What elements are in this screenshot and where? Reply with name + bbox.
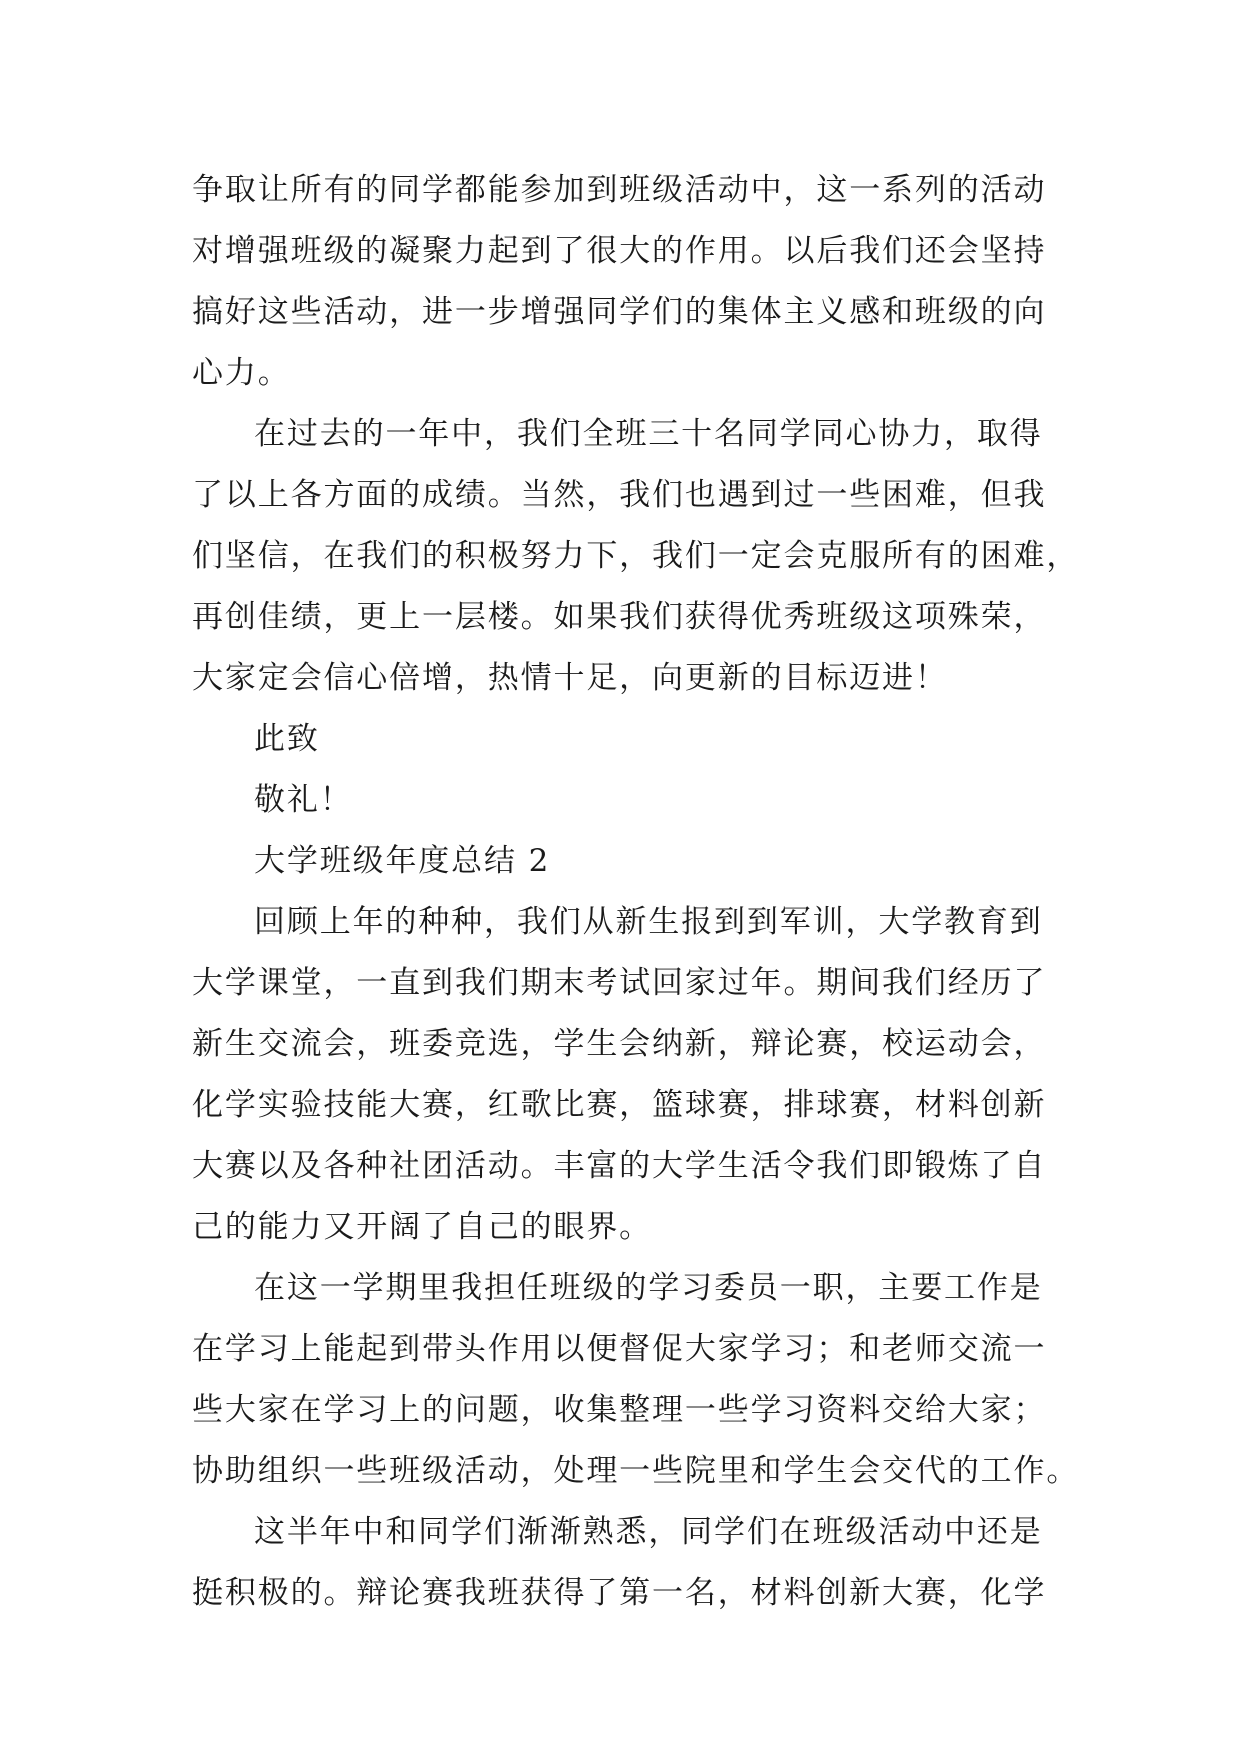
section-heading [192,831,1052,892]
paragraph-activities-conclusion [192,160,1052,404]
text-line: 了以上各方面的成绩。当然，我们也遇到过一些困难，但我 [192,477,1047,513]
text-line: 新生交流会，班委竞选，学生会纳新，辩论赛，校运动会， [192,1026,1047,1062]
text-line: 在这一学期里我担任班级的学习委员一职，主要工作是 [254,1270,1043,1306]
paragraph-half-year [192,1502,1052,1624]
paragraph-past-year [192,404,1080,709]
text-line: 大赛以及各种社团活动。丰富的大学生活令我们即锻炼了自 [192,1148,1047,1184]
paragraph-review [192,892,1052,1258]
text-line: 在过去的一年中，我们全班三十名同学同心协力，取得 [254,416,1043,452]
text-line: 回顾上年的种种，我们从新生报到到军训，大学教育到 [254,904,1043,940]
text-line: 化学实验技能大赛，红歌比赛，篮球赛，排球赛，材料创新 [192,1087,1047,1123]
text-line: 争取让所有的同学都能参加到班级活动中，这一系列的活动 [192,172,1047,208]
text-line: 协助组织一些班级活动，处理一些院里和学生会交代的工作。 [192,1453,1080,1489]
closing-regards [192,770,1052,831]
text-line: 对增强班级的凝聚力起到了很大的作用。以后我们还会坚持 [192,233,1047,269]
text-line: 们坚信，在我们的积极努力下，我们一定会克服所有的困难， [192,538,1080,574]
text-line: 大学班级年度总结 2 [254,843,551,879]
text-line: 己的能力又开阔了自己的眼界。 [192,1209,653,1245]
document-body [192,160,1080,1624]
text-line: 在学习上能起到带头作用以便督促大家学习；和老师交流一 [192,1331,1047,1367]
text-line: 敬礼！ [254,782,353,818]
text-line: 挺积极的。辩论赛我班获得了第一名，材料创新大赛，化学 [192,1575,1047,1611]
text-line: 此致 [254,721,320,757]
text-line: 这半年中和同学们渐渐熟悉，同学们在班级活动中还是 [254,1514,1043,1550]
text-line: 些大家在学习上的问题，收集整理一些学习资料交给大家； [192,1392,1047,1428]
text-line: 搞好这些活动，进一步增强同学们的集体主义感和班级的向 [192,294,1047,330]
closing-salutation [192,709,1052,770]
text-line: 再创佳绩，更上一层楼。如果我们获得优秀班级这项殊荣， [192,599,1047,635]
text-line: 大家定会信心倍增，热情十足，向更新的目标迈进！ [192,660,948,696]
text-line: 大学课堂，一直到我们期末考试回家过年。期间我们经历了 [192,965,1047,1001]
paragraph-study-committee [192,1258,1080,1502]
text-line: 心力。 [192,355,291,391]
